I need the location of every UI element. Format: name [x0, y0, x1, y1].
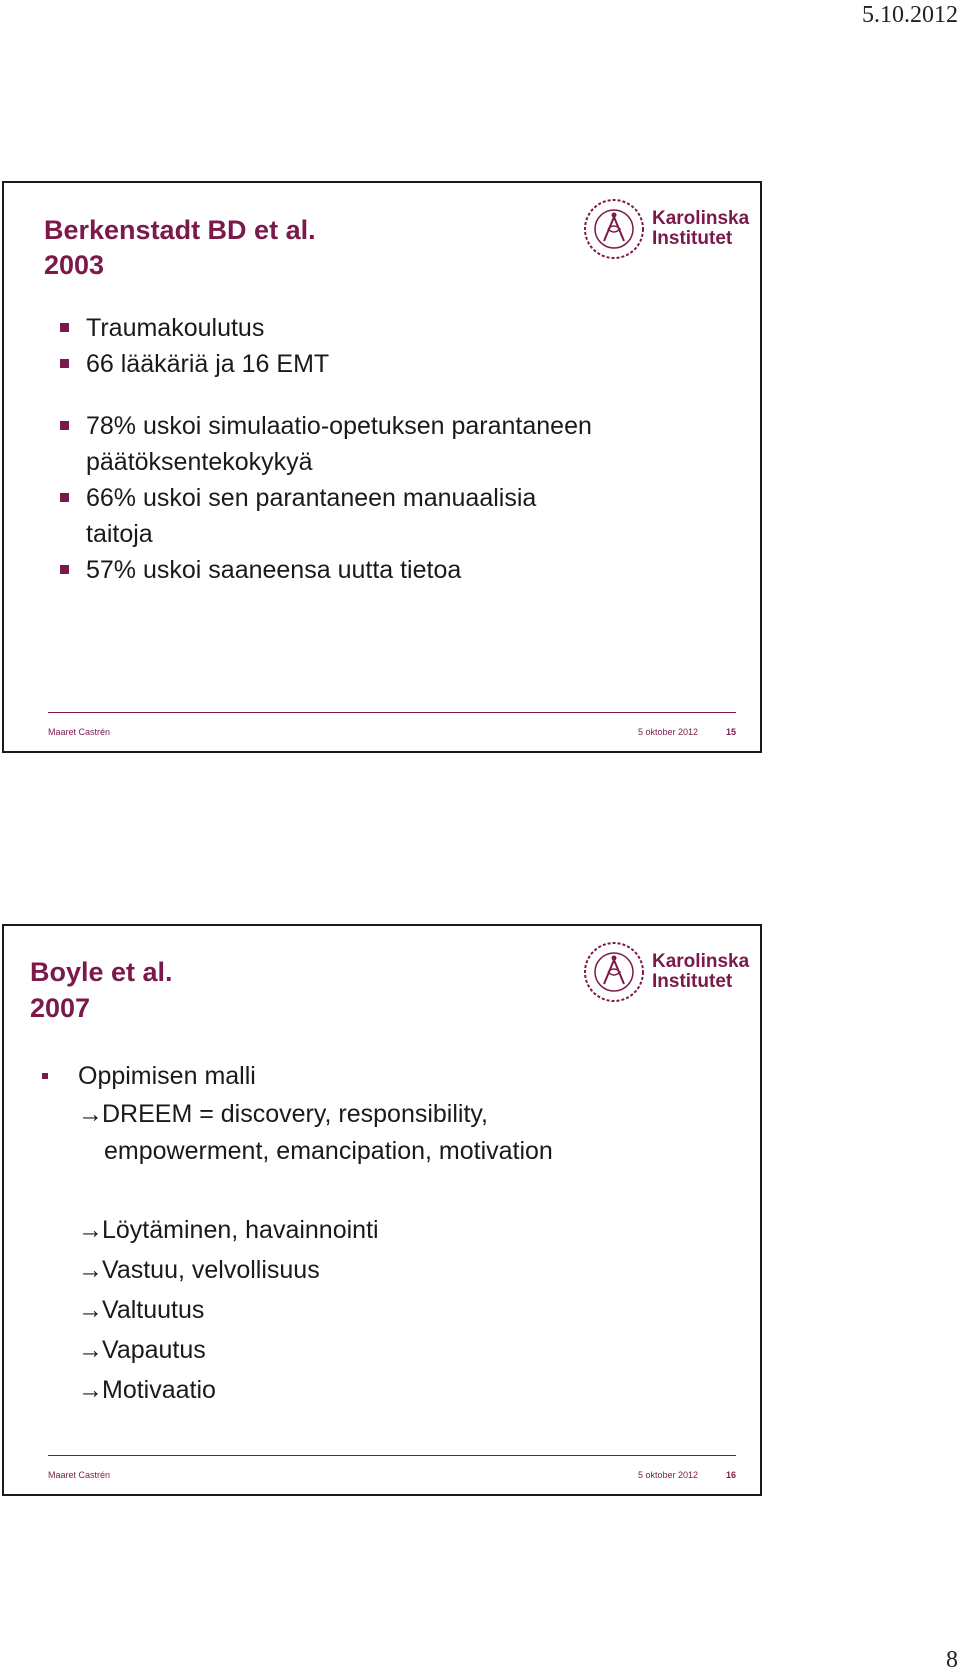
bullet-list [56, 310, 756, 588]
title-line-2: 2007 [30, 993, 91, 1023]
bullet-item: 57% uskoi saaneensa uutta tietoa [56, 552, 756, 588]
karolinska-logo [582, 197, 750, 263]
bullet-item: Traumakoulutus [56, 310, 756, 346]
slide-16 [2, 924, 762, 1496]
title-line-1: Berkenstadt BD et al. [44, 215, 316, 245]
bullet-item: 78% uskoi simulaatio-opetuksen parantaneen päätöksentekokykyä [56, 408, 756, 480]
arrow-right-icon: → [78, 1296, 103, 1324]
title-line-1: Boyle et al. [30, 957, 173, 987]
arrow-item: →DREEM = discovery, responsibility, [38, 1094, 758, 1134]
slide-number: 15 [725, 727, 736, 737]
logo-line-1: Karolinska [652, 208, 750, 229]
arrow-right-icon: → [78, 1336, 103, 1364]
page-number: 8 [946, 1647, 958, 1673]
slide-title [30, 954, 173, 1026]
bullet-square-icon [42, 1073, 48, 1079]
arrow-item: →Vapautus [38, 1330, 758, 1370]
bullet-square-icon [60, 323, 69, 332]
page-date: 5.10.2012 [862, 2, 958, 28]
arrow-right-icon: → [78, 1100, 103, 1128]
arrow-right-icon: → [78, 1376, 103, 1404]
logo-line-1: Karolinska [652, 951, 750, 972]
arrow-right-icon: → [78, 1216, 103, 1244]
bullet-square-icon [60, 565, 69, 574]
footer-divider [48, 1455, 736, 1456]
slide-number: 16 [725, 1470, 736, 1480]
karolinska-seal-icon [582, 197, 646, 261]
arrow-item: →Vastuu, velvollisuus [38, 1250, 758, 1290]
footer-date: 5 oktober 2012 [637, 1470, 698, 1480]
footer-author: Maaret Castrén [48, 727, 111, 737]
slide-title [44, 213, 316, 283]
arrow-item: →Valtuutus [38, 1290, 758, 1330]
slide-content [38, 1058, 758, 1410]
footer-author: Maaret Castrén [48, 1470, 111, 1480]
footer-date: 5 oktober 2012 [637, 727, 698, 737]
bullet-square-icon [60, 421, 69, 430]
bullet-item: Oppimisen malli [38, 1058, 758, 1094]
arrow-item: →Löytäminen, havainnointi [38, 1210, 758, 1250]
footer-divider [48, 712, 736, 713]
arrow-right-icon: → [78, 1256, 103, 1284]
logo-line-2: Institutet [652, 228, 733, 249]
arrow-item: →Motivaatio [38, 1370, 758, 1410]
bullet-item: 66 lääkäriä ja 16 EMT [56, 346, 756, 382]
title-line-2: 2003 [44, 250, 105, 280]
karolinska-logo [582, 940, 750, 1006]
logo-line-2: Institutet [652, 971, 733, 992]
arrow-item-continuation: empowerment, emancipation, motivation [104, 1137, 553, 1165]
bullet-square-icon [60, 359, 69, 368]
slide-15 [2, 181, 762, 753]
bullet-item: 66% uskoi sen parantaneen manuaalisia taitoja [56, 480, 756, 552]
bullet-square-icon [60, 493, 69, 502]
karolinska-seal-icon [582, 940, 646, 1004]
